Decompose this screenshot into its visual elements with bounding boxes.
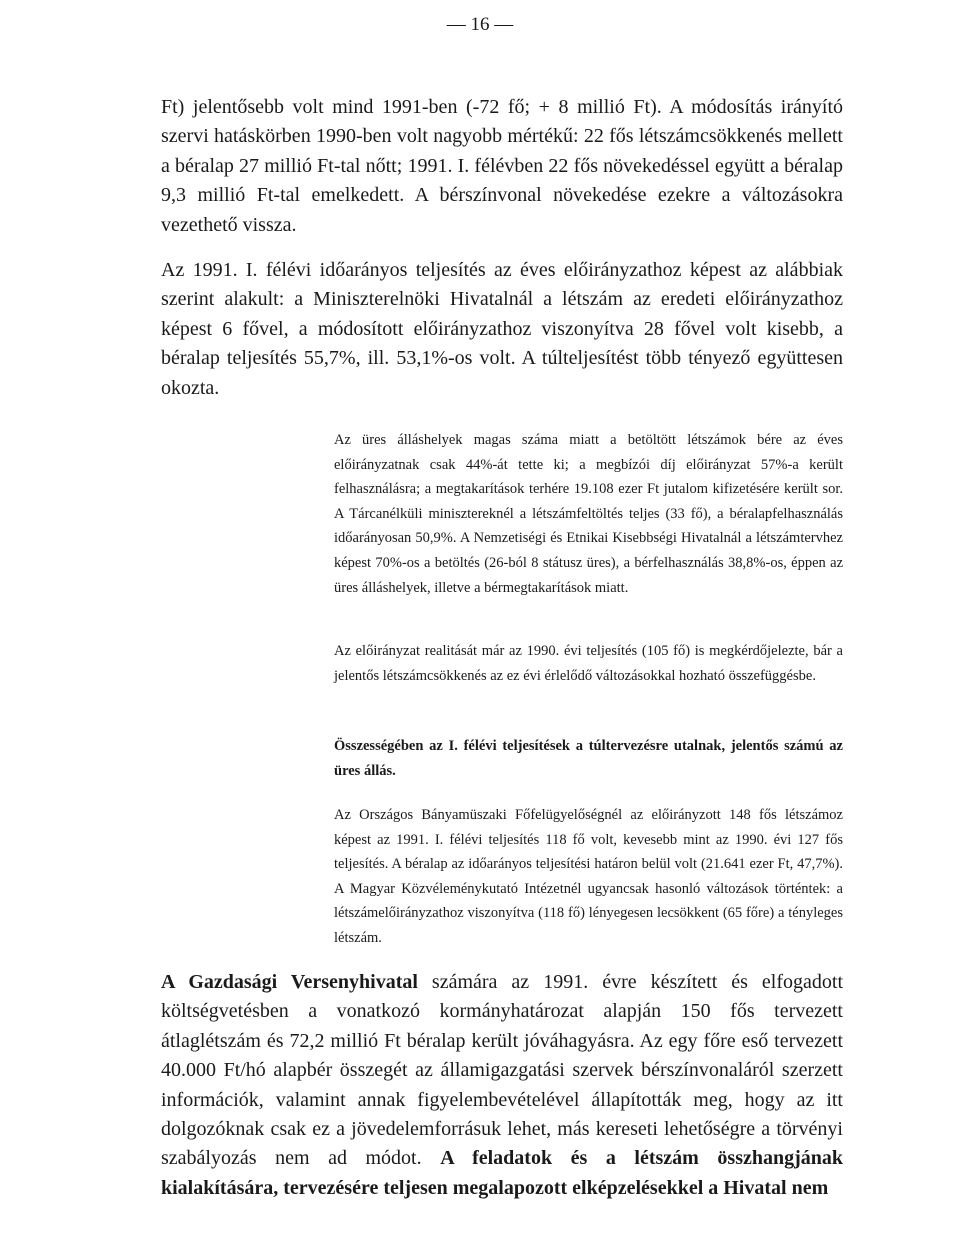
page-number: — 16 —	[446, 14, 514, 35]
paragraph-7	[161, 968, 843, 1203]
paragraph-7-bold-lead: A Gazdasági Versenyhivatal	[161, 971, 418, 993]
paragraph-7-body: számára az 1991. évre készített és elfogadott költségvetésben a vonatkozó kormányhatározat alapján 150 fős tervezett átlaglétszám és 72,2 millió Ft béralap került jóváhagyásra. Az egy főre eső tervezett 40.000 Ft/hó alapbér összegét az államigazgatási szervek bérszínvonaláról szerzett információk, valamint annak figyelembevételével állapították meg, hogy az itt dolgozóknak csak ez a jövedelemforrásuk lehet, más kereseti lehetőségre a törvényi szabályozás nem ad módot.	[161, 971, 843, 1170]
paragraph-5-summary: Összességében az I. félévi teljesítések a túltervezésre utalnak, jelentős számú az üres állás.	[334, 738, 843, 779]
paragraph-1: Ft) jelentősebb volt mind 1991-ben (-72 fő; + 8 millió Ft). A módosítás irányító szervi hatáskörben 1990-ben volt nagyobb mértékű: 22 fős létszámcsökkenés mellett a béralap 27 millió Ft-tal nőtt; 1991. I. félévben 22 fős növekedéssel együtt a béralap 9,3 millió Ft-tal emelkedett. A bérszínvonal növekedése ezekre a változásokra vezethető vissza.	[161, 96, 843, 236]
paragraph-6: Az Országos Bányamüszaki Főfelügyelőségnél az előirányzott 148 fős létszámoz képest az 1991. I. félévi teljesítés 118 fő volt, kevesebb mint az 1990. évi 127 fős teljesítés. A béralap az időarányos teljesítési határon belül volt (21.641 ezer Ft, 47,7%). A Magyar Közvéleménykutató Intézetnél ugyancsak hasonló változások történtek: a létszámelőirányzathoz viszonyítva (118 fő) lényegesen lecsökkent (65 főre) a tényleges létszám.	[334, 807, 843, 946]
paragraph-3: Az üres álláshelyek magas száma miatt a betöltött létszámok bére az éves előirányzatnak csak 44%-át tette ki; a megbízói díj előirányzat 57%-a került felhasználásra; a megtakarítások terhére 19.108 ezer Ft jutalom kifizetésére került sor. A Tárcanélküli minisztereknél a létszámfeltöltés teljes (33 fő), a béralapfelhasználás időarányosan 50,9%. A Nemzetiségi és Etnikai Kisebbségi Hivatalnál a létszámtervhez képest 70%-os a betöltés (26-ból 8 státusz üres), a bérfelhasználás 38,8%-os, éppen az üres álláshelyek, illetve a bérmegtakarítások miatt.	[334, 432, 843, 596]
paragraph-4: Az előirányzat realitását már az 1990. évi teljesítés (105 fő) is megkérdőjelezte, bár a jelentős létszámcsökkenés az ez évi érlelődő változásokkal hozható összefüggésbe.	[334, 643, 843, 684]
paragraph-2: Az 1991. I. félévi időarányos teljesítés az éves előirányzathoz képest az alábbiak szerint alakult: a Miniszterelnöki Hivatalnál a létszám az eredeti előirányzathoz képest 6 fővel, a módosított előirányzathoz viszonyítva 28 fővel volt kisebb, a béralap teljesítés 55,7%, ill. 53,1%-os volt. A túlteljesítést több tényező együttesen okozta.	[161, 259, 843, 399]
paragraph-7-bold-tail: A feladatok és a létszám összhangjának kialakítására, tervezésére teljesen megalapozott elképzelésekkel a Hivatal nem	[161, 1147, 844, 1199]
